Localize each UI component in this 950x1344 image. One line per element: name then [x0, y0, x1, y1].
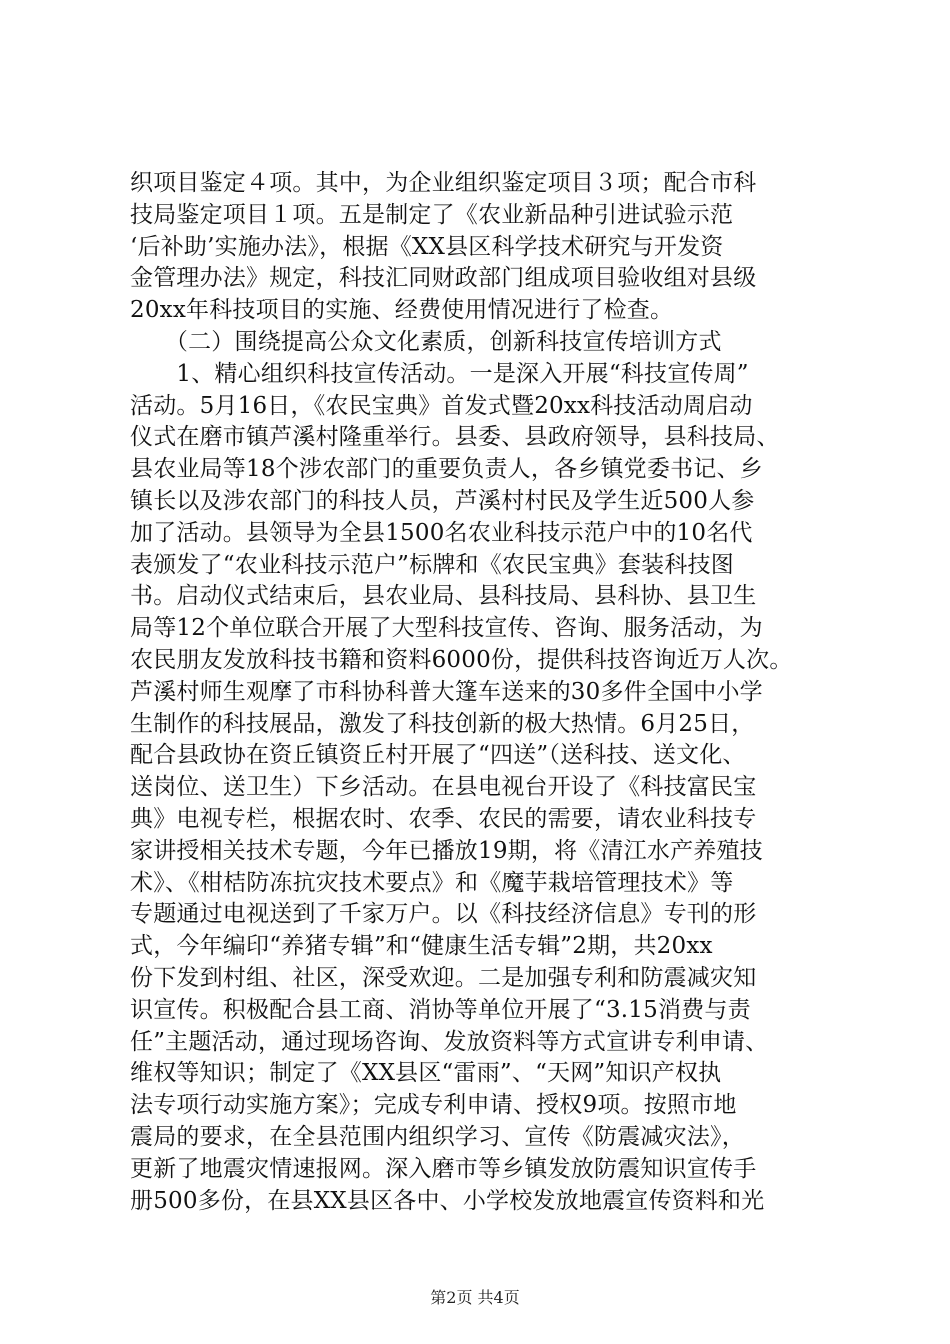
- text-line: 加了活动。县领导为全县1500名农业科技示范户中的10名代: [130, 519, 753, 546]
- body-text: [130, 168, 830, 1217]
- text-line: 份下发到村组、社区，深受欢迎。二是加强专利和防震减灾知: [130, 964, 757, 991]
- text-line: 县农业局等18个涉农部门的重要负责人，各乡镇党委书记、乡: [130, 456, 763, 483]
- text-line: 书。启动仪式结束后，县农业局、县科技局、县科协、县卫生: [130, 583, 757, 610]
- text-line: 送岗位、送卫生）下乡活动。在县电视台开设了《科技富民宝: [130, 774, 757, 801]
- text-line: 维权等知识；制定了《XX县区“雷雨”、“天网”知识产权执: [130, 1060, 722, 1087]
- text-line: 1、精心组织科技宣传活动。一是深入开展“科技宣传周”: [130, 360, 749, 387]
- text-line: 技局鉴定项目１项。五是制定了《农业新品种引进试验示范: [130, 201, 734, 228]
- text-line: 局等12个单位联合开展了大型科技宣传、咨询、服务活动，为: [130, 615, 763, 642]
- text-line: 更新了地震灾情速报网。深入磨市等乡镇发放防震知识宣传手: [130, 1155, 757, 1182]
- text-line: 织项目鉴定４项。其中，为企业组织鉴定项目３项；配合市科: [130, 170, 757, 196]
- text-line: 识宣传。积极配合县工商、消协等单位开展了“3.15消费与责: [130, 996, 751, 1023]
- text-line: 术》、《柑桔防冻抗灾技术要点》和《魔芋栽培管理技术》等: [130, 869, 734, 896]
- text-line: 配合县政协在资丘镇资丘村开展了“四送”（送科技、送文化、: [130, 742, 746, 769]
- text-line: 专题通过电视送到了千家万户。以《科技经济信息》专刊的形: [130, 901, 757, 928]
- text-line: 震局的要求，在全县范围内组织学习、宣传《防震减灾法》，: [130, 1123, 745, 1150]
- text-line: ‘后补助’实施办法》，根据《XX县区科学技术研究与开发资: [130, 233, 724, 260]
- text-line: 家讲授相关技术专题，今年已播放19期，将《清江水产养殖技: [130, 837, 763, 864]
- text-line: 仪式在磨市镇芦溪村隆重举行。县委、县政府领导，县科技局、: [130, 424, 780, 451]
- text-line: 法专项行动实施方案》；完成专利申请、授权9项。按照市地: [130, 1092, 737, 1119]
- text-line: 农民朋友发放科技书籍和资料6000份，提供科技咨询近万人次。: [130, 646, 793, 673]
- text-line: 芦溪村师生观摩了市科协科普大篷车送来的30多件全国中小学: [130, 678, 763, 705]
- text-line: 金管理办法》规定，科技汇同财政部门组成项目验收组对县级: [130, 265, 757, 292]
- text-line: 册500多份，在县XX县区各中、小学校发放地震宣传资料和光: [130, 1187, 765, 1214]
- text-line: 生制作的科技展品，激发了科技创新的极大热情。6月25日，: [130, 710, 755, 737]
- text-line: 任”主题活动，通过现场咨询、发放资料等方式宣讲专利申请、: [130, 1028, 769, 1055]
- text-line: （二）围绕提高公众文化素质，创新科技宣传培训方式: [130, 328, 722, 355]
- text-line: 活动。5月16日，《农民宝典》首发式暨20xx科技活动周启动: [130, 392, 753, 419]
- text-line: 式，今年编印“养猪专辑”和“健康生活专辑”2期，共20xx: [130, 933, 713, 960]
- text-line: 镇长以及涉农部门的科技人员，芦溪村村民及学生近500人参: [130, 487, 755, 514]
- page-footer: 第2页 共4页: [430, 1288, 520, 1307]
- text-line: 20xx年科技项目的实施、经费使用情况进行了检查。: [130, 297, 674, 324]
- text-line: 表颁发了“农业科技示范户”标牌和《农民宝典》套装科技图: [130, 551, 734, 578]
- text-line: 典》电视专栏，根据农时、农季、农民的需要，请农业科技专: [130, 805, 757, 832]
